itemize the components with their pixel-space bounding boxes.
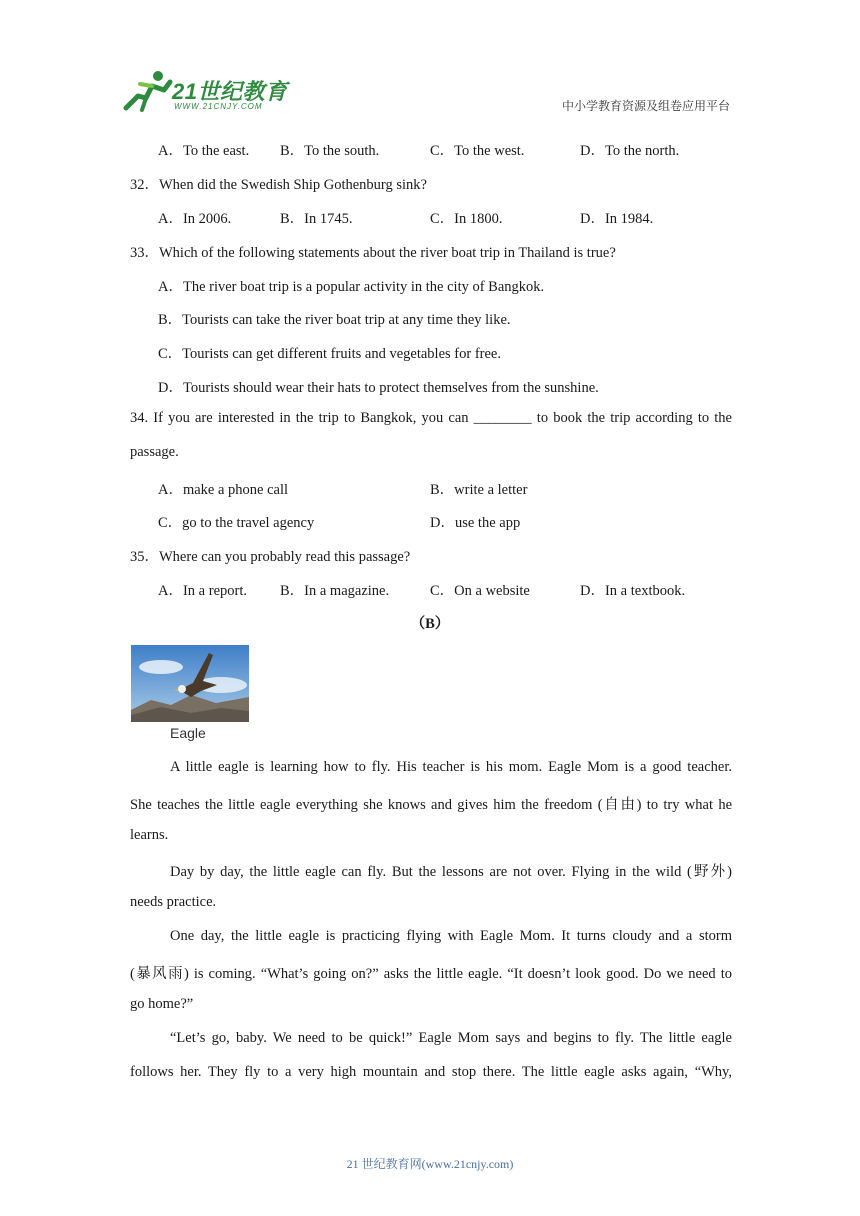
para1-line3: learns.: [130, 827, 169, 843]
q33-option-d: D．Tourists should wear their hats to protect themselves from the sunshine.: [158, 380, 599, 396]
q34-option-d: D．use the app: [430, 515, 521, 531]
q31-option-a: A．To the east.: [158, 143, 250, 159]
q35-option-c: C．On a website: [430, 583, 530, 599]
page-header: [120, 66, 732, 116]
header-platform-text: 中小学教育资源及组卷应用平台: [561, 99, 730, 113]
q35-option-d: D．In a textbook.: [580, 583, 686, 599]
section-b-heading: （B）: [410, 616, 450, 632]
logo-text: 21世纪教育: [172, 79, 288, 104]
para2-line2: needs practice.: [130, 894, 217, 910]
q33-option-a: A．The river boat trip is a popular activity in the city of Bangkok.: [158, 279, 545, 295]
para4-line1: “Let’s go, baby. We need to be quick!” Eagle Mom says and begins to fly. The little eagle: [170, 1030, 732, 1046]
q33-option-b: B．Tourists can take the river boat trip at any time they like.: [158, 312, 511, 328]
para3-line2: (暴风雨) is coming. “What’s going on?” asks the little eagle. “It doesn’t look good. Do we need to: [130, 966, 732, 982]
eagle-caption: Eagle: [170, 725, 206, 741]
q32-option-d: D．In 1984.: [580, 211, 654, 227]
para3-line3: go home?”: [130, 996, 194, 1012]
q34-option-a: A．make a phone call: [158, 482, 289, 498]
runner-logo-icon: [120, 68, 174, 114]
q34-option-b: B．write a letter: [430, 482, 528, 498]
q31-option-b: B．To the south.: [280, 143, 380, 159]
q32-option-a: A．In 2006.: [158, 211, 232, 227]
q33-option-c: C．Tourists can get different fruits and vegetables for free.: [158, 346, 501, 362]
logo-url: WWW.21CNJY.COM: [174, 102, 263, 111]
para3-line1: One day, the little eagle is practicing flying with Eagle Mom. It turns cloudy and a storm: [170, 928, 732, 944]
para1-line2: She teaches the little eagle everything she knows and gives him the freedom (自由) to try what he: [130, 797, 732, 813]
q31-option-c: C．To the west.: [430, 143, 525, 159]
q32-option-b: B．In 1745.: [280, 211, 353, 227]
para4-line2: follows her. They fly to a very high mountain and stop there. The little eagle asks again, “Why,: [130, 1064, 732, 1080]
logo: [120, 66, 290, 116]
eagle-photo: [131, 645, 249, 722]
para2-line1: Day by day, the little eagle can fly. But the lessons are not over. Flying in the wild (野外): [170, 864, 732, 880]
q32-option-c: C．In 1800.: [430, 211, 503, 227]
para1-line1: A little eagle is learning how to fly. His teacher is his mom. Eagle Mom is a good teacher.: [170, 759, 732, 775]
q33-stem: 33．Which of the following statements about the river boat trip in Thailand is true?: [130, 245, 616, 261]
q34-stem-line1: 34. If you are interested in the trip to Bangkok, you can ________ to book the trip according to the: [130, 410, 732, 426]
q34-stem-line2: passage.: [130, 444, 179, 460]
q35-option-a: A．In a report.: [158, 583, 247, 599]
q34-option-c: C．go to the travel agency: [158, 515, 315, 531]
q32-stem: 32．When did the Swedish Ship Gothenburg sink?: [130, 177, 427, 193]
q35-stem: 35．Where can you probably read this passage?: [130, 549, 411, 565]
page-footer: 21 世纪教育网(www.21cnjy.com): [346, 1157, 514, 1171]
q35-option-b: B．In a magazine.: [280, 583, 390, 599]
q31-option-d: D．To the north.: [580, 143, 680, 159]
eagle-image-icon: [131, 645, 249, 722]
